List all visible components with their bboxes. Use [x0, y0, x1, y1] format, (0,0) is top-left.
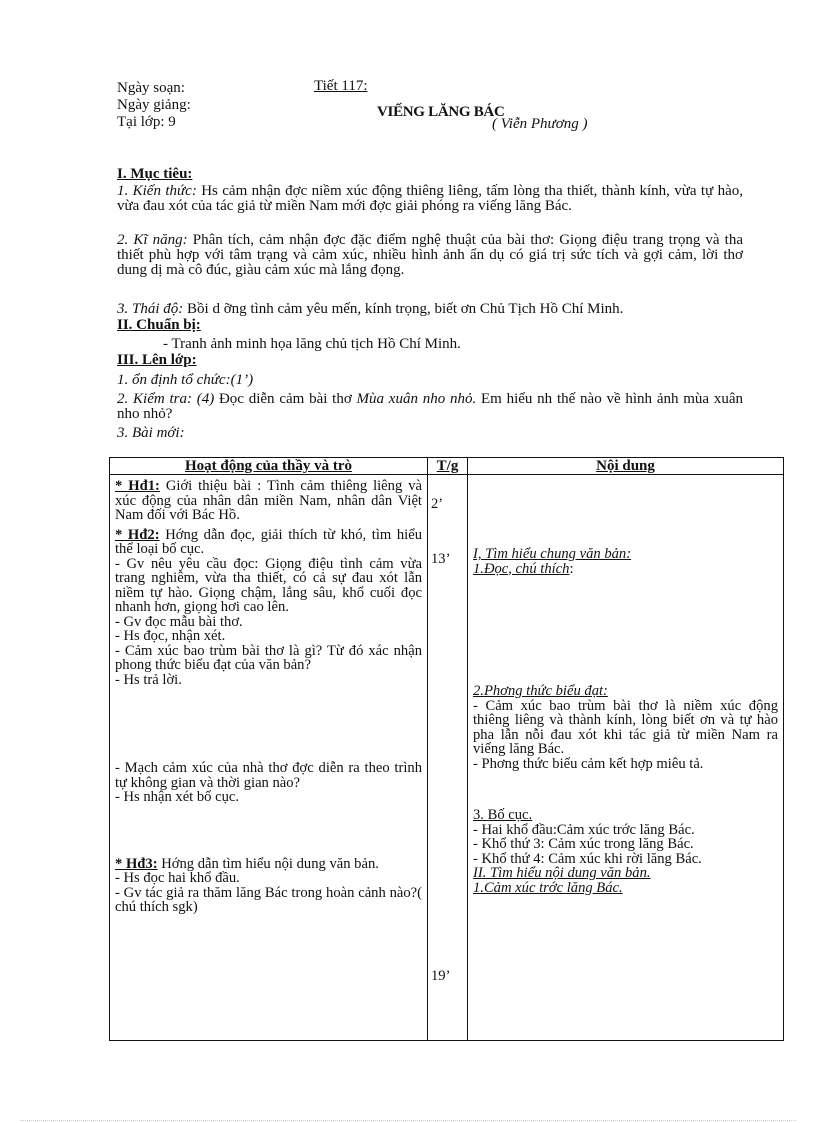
activity-3-read: - Hs đọc hai khổ đầu.	[115, 870, 240, 886]
activity-2-model: - Gv đọc mẫu bài thơ.	[115, 613, 243, 630]
activity-2-reading: - Gv nêu yêu cầu đọc: Giọng điệu tình cảm vừa trang nghiêm, vừa tha thiết, có cả sự đau xót lẫn niềm tự hào. Giọng chậm, lắng sâu, khổ cuối đọc nhanh hơn, giọng hơi cao lên.	[115, 555, 422, 615]
skill-label: 2. Kĩ năng:	[117, 232, 188, 248]
activity-1-label: * Hđ1:	[115, 478, 160, 494]
activity-2-text: Hớng dẫn đọc, giải thích từ khó, tìm hiểu thể loại bố cục.	[115, 526, 422, 557]
content-section-2: II. Tìm hiểu nội dung văn bản.	[473, 865, 651, 881]
activity-2-student: - Hs đọc, nhận xét.	[115, 628, 226, 644]
activity-1	[115, 479, 422, 523]
step-organize: 1. ổn định tổ chức:(1’)	[117, 372, 254, 388]
step-check	[117, 392, 743, 422]
lesson-plan-table	[109, 457, 784, 1041]
objective-attitude	[117, 302, 623, 317]
activity-2-question: - Cảm xúc bao trùm bài thơ là gì? Từ đó xác nhận phong thức biểu đạt của văn bản?	[115, 642, 422, 673]
activity-3-question: - Gv tác giả ra thăm lăng Bác trong hoàn cảnh nào?( chú thích sgk)	[115, 884, 422, 915]
attitude-text: Bồi d ỡng tình cảm yêu mến, kính trọng, biết ơn Chủ Tịch Hồ Chí Minh.	[183, 301, 624, 317]
header-time: T/g	[428, 458, 468, 475]
activity-2-structure: - Hs nhận xét bố cục.	[115, 789, 240, 805]
objective-knowledge	[117, 184, 743, 214]
content-reading	[473, 562, 778, 577]
footer-divider	[20, 1120, 796, 1121]
check-rest: Em hiểu nh thế nào về hình ảnh mùa xuân nho nhỏ?	[117, 391, 743, 422]
time-column	[428, 475, 468, 1041]
content-emotion: - Cảm xúc bao trùm bài thơ là niềm xúc động thiêng liêng và thành kính, lòng biết ơn và tự hào pha lẫn nỗi đau xót khi tác giả từ miền Nam ra viếng lăng Bác.	[473, 697, 778, 757]
lesson-number: Tiết 117:	[314, 78, 368, 94]
content-mode-desc: - Phơng thức biểu cảm kết hợp miêu tả.	[473, 755, 704, 772]
poem-title: Mùa xuân nho nhỏ.	[356, 391, 477, 407]
date-taught-label: Ngày giảng:	[117, 97, 191, 113]
knowledge-text: Hs cảm nhận đợc niềm xúc động thiêng liêng, tấm lòng tha thiết, thành kính, vừa tự hào, vừa đau xót của tác giả từ miền Nam mới đợc giải phóng ra viếng lăng Bác.	[117, 183, 743, 214]
check-label: 2. Kiểm tra: (4)	[117, 391, 215, 407]
content-reading-colon: :	[569, 560, 574, 577]
activity-column	[110, 475, 428, 1041]
header-content: Nội dung	[468, 458, 784, 475]
content-mode: 2.Phơng thức biểu đạt:	[473, 683, 608, 699]
time-1: 2’	[431, 496, 444, 512]
knowledge-label: 1. Kiến thức:	[117, 183, 197, 199]
check-text: Đọc diễn cảm bài thơ	[214, 391, 357, 407]
activity-2-label: * Hđ2:	[115, 526, 160, 543]
objectives-heading: I. Mục tiêu:	[117, 166, 193, 182]
structure-part-1: - Hai khổ đầu:Cảm xúc trớc lăng Bác.	[473, 821, 695, 838]
activity-3	[115, 857, 422, 872]
activity-3-text: Hớng dẫn tìm hiểu nội dung văn bản.	[157, 855, 379, 872]
content-column	[468, 475, 784, 1041]
content-structure: 3. Bố cục.	[473, 807, 533, 823]
lesson-heading: III. Lên lớp:	[117, 352, 197, 368]
time-2: 13’	[431, 551, 451, 567]
preparation-heading: II. Chuẩn bị:	[117, 317, 201, 333]
time-3: 19’	[431, 968, 451, 984]
content-reading-label: 1.Đọc, chú thích	[473, 560, 570, 577]
activity-1-text: Giới thiệu bài : Tình cảm thiêng liêng và xúc động của nhân dân miền Nam, nhân dân Việt Nam đối với Bác Hồ.	[115, 478, 422, 523]
structure-part-2: - Khổ thứ 3: Cảm xúc trong lăng Bác.	[473, 836, 694, 852]
skill-text: Phân tích, cảm nhận đợc đặc điểm nghệ thuật của bài thơ: Giọng điệu trang trọng và tha thiết phù hợp với tâm trạng và cảm xúc, nhiều hình ảnh ẩn dụ có giá trị sức tích và gợi cảm, lời thơ dung dị mà cô đúc, giàu cảm xúc mà lắng đọng.	[117, 232, 743, 278]
activity-2-flow: - Mạch cảm xúc của nhà thơ đợc diễn ra theo trình tự không gian và thời gian nào?	[115, 760, 422, 791]
step-new-lesson: 3. Bài mới:	[117, 425, 185, 441]
content-section-1: I, Tìm hiểu chung văn bản:	[473, 546, 632, 562]
structure-part-3: - Khổ thứ 4: Cảm xúc khi rời lăng Bác.	[473, 850, 702, 867]
attitude-label: 3. Thái độ:	[117, 301, 184, 317]
class-label: Tại lớp: 9	[117, 114, 176, 130]
activity-3-label: * Hđ3:	[115, 855, 158, 872]
content-emotion-before: 1.Cảm xúc trớc lăng Bác.	[473, 879, 623, 896]
date-prepared-label: Ngày soạn:	[117, 80, 185, 96]
header-activity: Hoạt động của thầy và trò	[110, 458, 428, 475]
activity-2	[115, 528, 422, 557]
activity-2-answer: - Hs trả lời.	[115, 671, 182, 688]
page-title: VIẾNG LĂNG BÁC	[377, 104, 505, 120]
objective-skill	[117, 233, 743, 278]
preparation-item: - Tranh ảnh minh họa lăng chủ tịch Hồ Chí Minh.	[163, 336, 461, 352]
author-name: ( Viễn Phương )	[492, 116, 588, 132]
